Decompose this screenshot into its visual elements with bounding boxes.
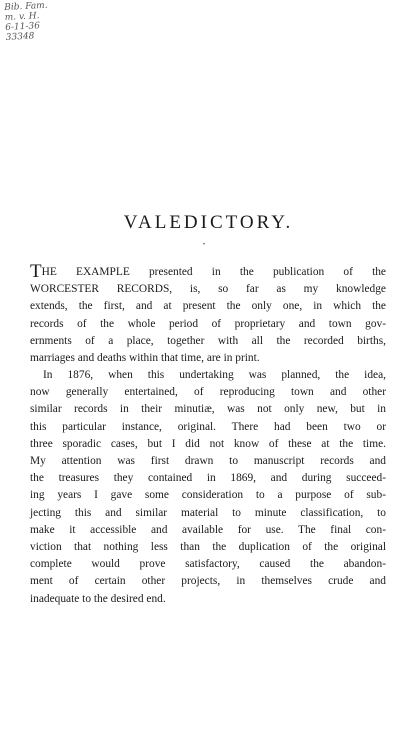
text-line: ing years I gave some consideration to a purpose of sub- — [30, 489, 386, 502]
text-line: records of the whole period of proprietary and town gov- — [30, 317, 386, 330]
text-line: similar records in their minutiæ, was not only new, but in — [30, 403, 386, 416]
text-line: complete would prove satisfactory, caused the abandon- — [30, 558, 386, 571]
text-line: THE EXAMPLE presented in the publication of the — [30, 261, 386, 282]
drop-cap: T — [30, 261, 42, 282]
text-line: inadequate to the desired end. — [30, 592, 166, 605]
text-line: ment of certain other projects, in themselves crude and — [30, 575, 386, 588]
page-title: VALEDICTORY. — [123, 212, 294, 233]
text-line: ernments of a place, together with all the recorded births, — [30, 334, 386, 347]
margin-note-line: m. v. H. — [4, 11, 40, 23]
text-line: My attention was first drawn to manuscript records and — [30, 455, 386, 468]
paragraph-1 — [30, 263, 386, 367]
text-line: In 1876, when this undertaking was planned, the idea, — [43, 369, 386, 381]
text-line: WORCESTER RECORDS, is, so far as my knowledge — [30, 283, 386, 296]
text-line: make it accessible and available for use. The final con- — [30, 523, 386, 536]
text-line: this particular instance, original. There had been two or — [30, 420, 386, 433]
text-line: jecting this and similar material to minute classification, to — [30, 506, 386, 519]
paragraph-2 — [30, 367, 386, 608]
text-line: extends, the first, and at present the only one, in which the — [30, 300, 386, 313]
text-line: now generally entertained, of reproducing town and other — [30, 386, 386, 399]
text-line: the treasures they contained in 1869, and during succeed- — [30, 472, 386, 485]
margin-note-line: Bib. Fam. — [4, 0, 48, 13]
margin-note-line: 33348 — [5, 31, 35, 43]
text-line: viction that nothing less than the duplication of the original — [30, 541, 386, 554]
handwritten-margin-note — [4, 0, 86, 43]
title-ornament: • — [203, 242, 206, 248]
text-line: marriages and deaths within that time, are in print. — [30, 352, 260, 365]
margin-note-line: 6-11-36 — [5, 21, 41, 33]
text-line: three sporadic cases, but I did not know of these at the time. — [30, 437, 386, 450]
